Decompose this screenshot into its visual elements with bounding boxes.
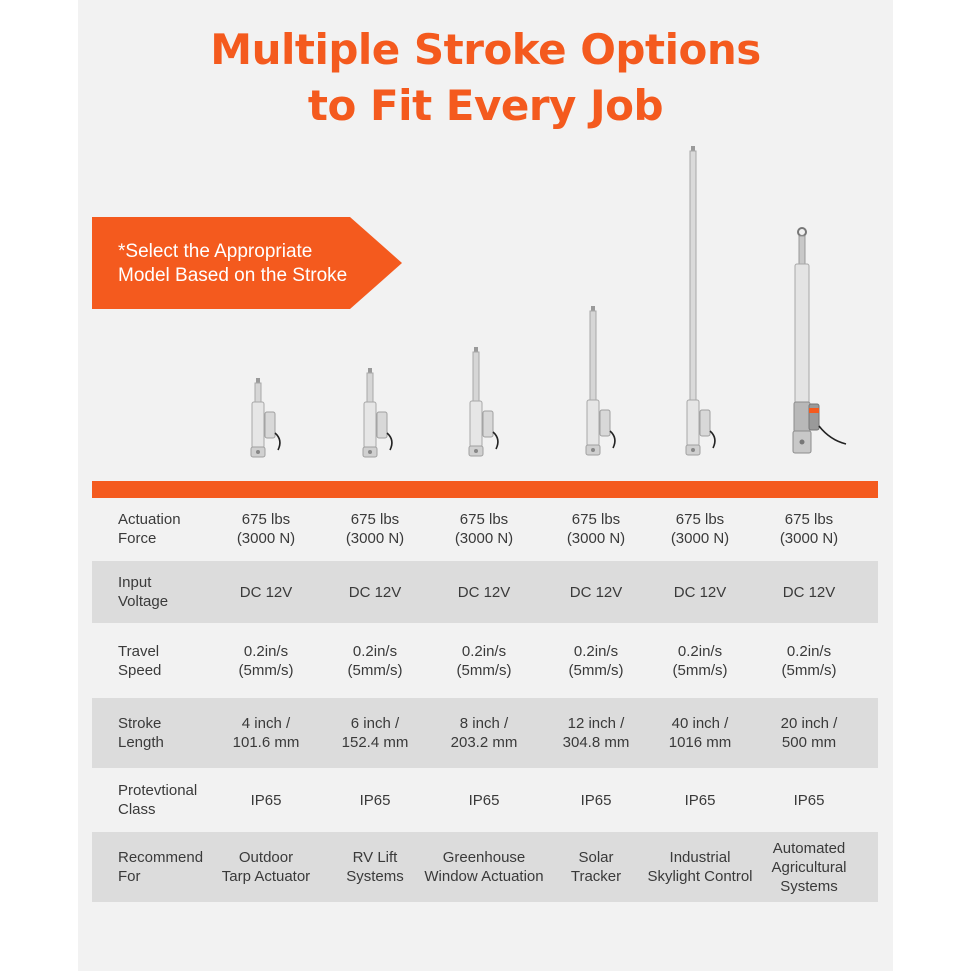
spec-cell: 0.2in/s (5mm/s) — [568, 642, 624, 679]
spec-cell: 4 inch / 101.6 mm — [232, 715, 300, 751]
actuator-image-4inch — [245, 378, 290, 468]
spec-cell: DC 12V — [457, 583, 511, 601]
spec-cell: 20 inch / 500 mm — [780, 715, 838, 751]
spec-cell: IP65 — [250, 791, 282, 809]
spec-cell: 675 lbs (3000 N) — [454, 511, 514, 547]
spec-cell: DC 12V — [239, 583, 293, 601]
spec-cell: 675 lbs (3000 N) — [345, 511, 405, 547]
spec-cell: DC 12V — [782, 583, 836, 601]
actuator-image-12inch — [580, 306, 625, 466]
spec-cell: 0.2in/s (5mm/s) — [456, 642, 512, 679]
spec-cell: IP65 — [684, 791, 716, 809]
spec-cell: Outdoor Tarp Actuator — [221, 849, 311, 885]
orange-divider-bar — [92, 481, 878, 498]
banner-line-1: *Select the Appropriate — [118, 241, 313, 262]
spec-cell: 8 inch / 203.2 mm — [450, 715, 518, 751]
row-label: Actuation Force — [118, 511, 181, 547]
row-label: Stroke Length — [118, 715, 164, 751]
spec-cell: 6 inch / 152.4 mm — [341, 715, 409, 751]
spec-cell: IP65 — [793, 791, 825, 809]
spec-cell: IP65 — [468, 791, 500, 809]
row-label: Protevtional Class — [118, 782, 198, 818]
banner-text — [118, 240, 378, 288]
title-line-1: Multiple Stroke Options — [210, 25, 761, 74]
banner-line-2: Model Based on the Stroke — [118, 265, 348, 286]
spec-row-stroke-length — [92, 698, 878, 768]
spec-cell: Greenhouse Window Actuation — [424, 849, 544, 885]
spec-cell: 40 inch / 1016 mm — [668, 715, 732, 751]
spec-cell: 675 lbs (3000 N) — [670, 511, 730, 547]
spec-row-protection-class — [92, 768, 878, 832]
spec-cell: 0.2in/s (5mm/s) — [781, 642, 837, 679]
row-label: Recommend For — [118, 849, 204, 885]
spec-cell: DC 12V — [673, 583, 727, 601]
row-label: Input Voltage — [118, 574, 169, 610]
spec-cell: 675 lbs (3000 N) — [566, 511, 626, 547]
actuator-image-20inch — [790, 226, 850, 466]
spec-cell: RV Lift Systems — [346, 849, 404, 885]
actuator-image-8inch — [463, 347, 508, 467]
spec-cell: DC 12V — [348, 583, 402, 601]
spec-cell: Industrial Skylight Control — [647, 849, 753, 885]
actuator-image-6inch — [357, 368, 402, 468]
spec-row-actuation-force — [92, 498, 878, 560]
spec-cell: IP65 — [359, 791, 391, 809]
title-line-2: to Fit Every Job — [307, 81, 664, 130]
spec-cell: IP65 — [580, 791, 612, 809]
spec-cell: 0.2in/s (5mm/s) — [238, 642, 294, 679]
spec-cell: 0.2in/s (5mm/s) — [672, 642, 728, 679]
spec-cell: 675 lbs (3000 N) — [236, 511, 296, 547]
spec-cell: Solar Tracker — [570, 849, 622, 885]
spec-cell: 0.2in/s (5mm/s) — [347, 642, 403, 679]
spec-row-input-voltage — [92, 561, 878, 623]
spec-row-recommend-for — [92, 832, 878, 902]
actuator-image-40inch — [680, 146, 725, 466]
spec-cell: 12 inch / 304.8 mm — [562, 715, 630, 751]
spec-row-travel-speed — [92, 623, 878, 698]
spec-cell: 675 lbs (3000 N) — [779, 511, 839, 547]
spec-cell: DC 12V — [569, 583, 623, 601]
page-title — [78, 22, 893, 134]
spec-cell: Automated Agricultural Systems — [771, 839, 847, 895]
row-label: Travel Speed — [118, 642, 162, 679]
